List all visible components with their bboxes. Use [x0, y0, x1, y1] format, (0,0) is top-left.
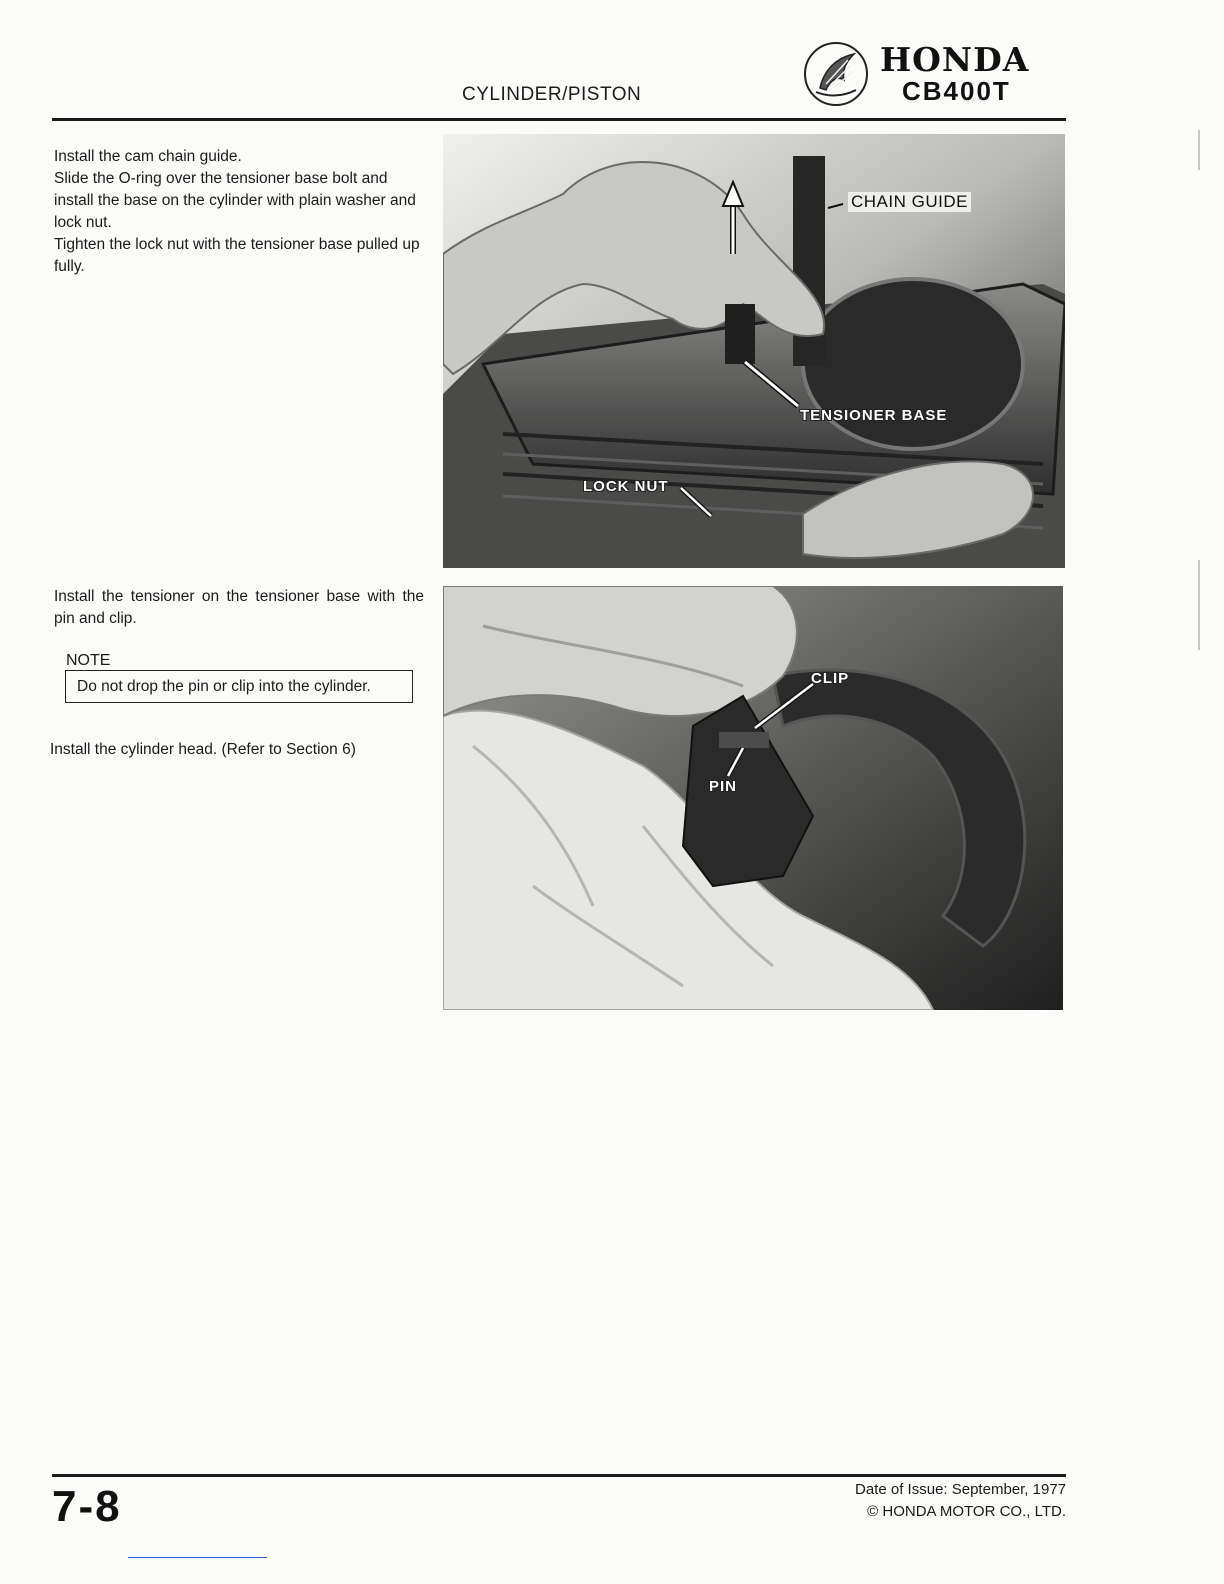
- callout-clip: CLIP: [811, 670, 850, 687]
- note-box: Do not drop the pin or clip into the cylinder.: [65, 670, 413, 703]
- section-title: CYLINDER/PISTON: [462, 84, 642, 105]
- step-install-cylinder-head: Install the cylinder head. (Refer to Section 6): [50, 741, 356, 758]
- scan-edge-mark: [1198, 130, 1200, 170]
- callout-chain-guide: CHAIN GUIDE: [848, 192, 971, 212]
- model-name: CB400T: [902, 76, 1011, 106]
- photo-tensioner-base: [443, 134, 1065, 568]
- footer-rule: [52, 1474, 1066, 1477]
- callout-tensioner-base: TENSIONER BASE: [800, 407, 948, 424]
- brand-name: HONDA: [880, 40, 1030, 79]
- callout-pin: PIN: [709, 778, 738, 795]
- copyright-notice: © HONDA MOTOR CO., LTD.: [867, 1503, 1066, 1520]
- header-rule: [52, 118, 1066, 121]
- honda-wing-logo-icon: [802, 40, 870, 108]
- step-install-cam-chain-guide: Install the cam chain guide. Slide the O-ring over the tensioner base bolt and install the base on the cylinder with plain washer and lock nut. Tighten the lock nut with the tensioner base pulled up fully.: [54, 148, 420, 275]
- issue-date: Date of Issue: September, 1977: [855, 1481, 1066, 1498]
- photo-tensioner-pin-clip: [443, 586, 1063, 1010]
- callout-lock-nut: LOCK NUT: [583, 478, 669, 495]
- bottom-link-underline: [128, 1557, 267, 1558]
- note-label: NOTE: [66, 652, 111, 669]
- scan-edge-mark: [1198, 560, 1200, 650]
- page-number: 7-8: [52, 1482, 122, 1531]
- step-install-tensioner: Install the tensioner on the tensioner base with the pin and clip.: [54, 588, 424, 627]
